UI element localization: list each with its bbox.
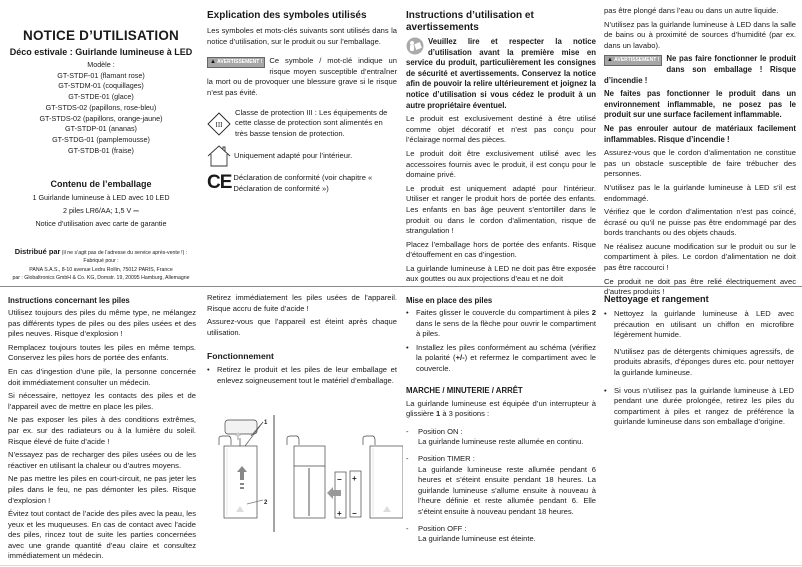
instruction-paragraph: Le produit est exclusivement destiné à être utilisé comme objet décoratif et n’est pas conçu pour l’éclairage normal des pièces.	[406, 114, 596, 145]
instructions-heading: Instructions d’utilisation et avertissements	[406, 10, 534, 33]
operation-bullet	[207, 365, 397, 386]
battery-paragraph: Utilisez toujours des piles du même type, ne mélangez pas différents types de piles ou des piles usées et des piles neuves. Risque d’explosion !	[8, 308, 196, 339]
warning-badge	[604, 55, 662, 66]
bullet-dot: •	[604, 385, 607, 395]
model-item: GT-STDM-01 (coquillages)	[58, 81, 144, 91]
plus-sign: +	[337, 509, 342, 518]
battery-paragraph: Assurez-vous que l’appareil est éteint après chaque utilisation.	[207, 317, 397, 337]
position-text: La guirlande lumineuse reste allumée pendant 6 heures et s’éteint ensuite pendant 18 heures. La guirlande lumineuse s’allume ensuite à nouveau à l’heure définie et reste allumée pendant 6. Elle s’éteint ensuite à nouveau pendant 18 heures.	[418, 464, 596, 516]
label-1: 1	[264, 420, 268, 426]
bullet-dot: •	[406, 342, 409, 352]
install-bullet	[406, 308, 596, 340]
position-label: Position TIMER :	[418, 453, 475, 463]
package-contents-heading: Contenu de l’emballage	[50, 179, 152, 190]
bullet-text: Nettoyez la guirlande lumineuse à LED avec précaution en utilisant un chiffon en microfibre légèrement humide.	[614, 309, 794, 340]
instructions-continued	[604, 6, 796, 301]
switch-position-on: - Position ON : La guirlande lumineuse reste allumée en continu.	[406, 427, 596, 448]
bullet-dot: •	[604, 309, 607, 318]
instructions-section	[406, 10, 596, 288]
model-list	[6, 71, 196, 157]
ce-mark-icon: CE	[207, 172, 232, 194]
distributor-label: Distribué par	[14, 247, 61, 257]
model-item: GT-STDG-01 (pamplemousse)	[52, 134, 150, 144]
instruction-paragraph: Le produit doit être exclusivement utilisé avec les accessoires fournis avec le produit, il est conçu pour le domaine privé.	[406, 148, 596, 180]
battery-paragraph: En cas d’ingestion d’une pile, la personne concernée doit immédiatement consulter un médecin.	[8, 366, 196, 387]
fire-warning-paragraph	[604, 54, 796, 86]
distributor-note: (il ne s’agit pas de l’adresse du service après-vente !) :	[60, 250, 188, 257]
model-item: GT-STDS-02 (papillons, rose-bleu)	[45, 102, 157, 112]
minus-sign: −	[352, 509, 357, 518]
battery-install-heading: Mise en place des piles	[406, 296, 493, 305]
battery-install-section	[406, 295, 596, 551]
fire-warning-text: Ne pas faire fonctionner le produit dans son emballage ! Risque d’incendie !	[604, 54, 796, 85]
bullet-text: Retirez le produit et les piles de leur emballage et enlevez soigneusement tout le matériel d’emballage.	[217, 365, 397, 385]
model-item: GT-STDP-01 (ananas)	[65, 124, 137, 134]
instruction-paragraph: Assurez-vous que le cordon d’alimentation ne constitue pas un obstacle susceptible de faire trébucher des personnes.	[604, 148, 796, 179]
battery-paragraph: Remplacez toujours toutes les piles en même temps. Conservez les piles hors de portée des enfants.	[8, 342, 196, 363]
instruction-paragraph: Placez l’emballage hors de portée des enfants. Risque d’étouffement en cas d’ingestion.	[406, 239, 596, 260]
warning-triangle-icon: ▲	[607, 57, 613, 64]
battery-instructions-section	[8, 295, 196, 565]
instruction-paragraph: La guirlande lumineuse à LED ne doit pas être exposée aux gouttes ou aux projections d’eau et ne doit	[406, 263, 596, 284]
battery-compartment-diagram	[207, 410, 403, 535]
read-notice-text: Veuillez lire et respecter la notice d’utilisation avant la première mise en service du produit, particulièrement les consignes de sécurité et avertissements. Conservez la notice afin de pouvoir la relire ultérieurement et joignez la notice d’utilisation si vous cédez le produit à un autre propriétaire éventuel.	[406, 37, 596, 110]
warning-triangle-icon: ▲	[210, 59, 216, 66]
label-2: 2	[264, 500, 268, 506]
instruction-paragraph: N’utilisez pas le la guirlande lumineuse à LED s’il est endommagé.	[604, 182, 796, 203]
model-item: GT-STDB-01 (fraise)	[68, 145, 134, 155]
bullet-text: Faites glisser le couvercle du compartiment à piles 2 dans le sens de la flèche pour ouvrir le compartiment à piles.	[416, 308, 596, 339]
instruction-paragraph: N’utilisez pas la guirlande lumineuse à LED dans la salle de bains ou à proximité de sources d’humidité (par ex. dans un lavabo).	[604, 19, 796, 50]
battery-paragraph: Ne pas exposer les piles à des conditions extrêmes, par ex. sur des radiateurs ou à la lumière du soleil. Risque élevé de fuite d’acide !	[8, 415, 196, 446]
instruction-paragraph: Ce produit ne doit pas être relié électriquement avec d’autres produits !	[604, 276, 796, 297]
distributor-block	[6, 248, 196, 282]
cleaning-bullet	[604, 386, 794, 428]
bullet-text: Si vous n’utilisez pas la guirlande lumineuse à LED pendant une durée prolongée, retirez les piles du compartiment à piles et rangez de préférence la guirlande lumineuse dans son emballage d’origine.	[614, 385, 794, 427]
warning-text: Ce symbole / mot-clé indique un risque moyen susceptible d’entraîner la mort ou de provoquer une blessure grave si le risque n’est pas évité.	[207, 56, 397, 97]
ce-row	[207, 173, 397, 194]
svg-text:III: III	[215, 120, 223, 129]
install-bullet	[406, 343, 596, 375]
slide-arrow-icon	[237, 466, 247, 480]
page-bottom-edge	[0, 565, 802, 566]
symbols-intro: Les symboles et mots-clés suivants sont utilisés dans la notice d’utilisation, sur le produit ou sur l’emballage.	[207, 26, 397, 46]
package-item: Notice d’utilisation avec carte de garantie	[35, 218, 167, 228]
house-indoor-icon	[207, 145, 231, 167]
symbols-heading: Explication des symboles utilisés	[207, 10, 367, 21]
operation-section	[207, 293, 397, 390]
switch-position-timer: - Position TIMER : La guirlande lumineuse reste allumée pendant 6 heures et s’éteint ensuite pendant 18 heures. La guirlande lumineuse s’allume ensuite à nouveau à l’heure définie et reste allumée pendant 6. Elle s’éteint ensuite à nouveau pendant 18 heures.	[406, 453, 596, 516]
switch-position-off: - Position OFF : La guirlande lumineuse est éteinte.	[406, 524, 596, 545]
section-divider	[0, 286, 802, 287]
symbols-section	[207, 10, 397, 201]
title-block	[6, 28, 196, 282]
model-item: GT-STDE-01 (glace)	[68, 92, 134, 102]
battery-instructions-heading: Instructions concernant les piles	[8, 296, 130, 305]
distributor-address-1: PANA S.A.S., 8-10 avenue Ledru Rollin, 75012 PARIS, France	[29, 266, 173, 273]
battery-paragraph: Évitez tout contact de l’acide des piles avec la peau, les yeux et les muqueuses. En cas de contact avec l’acide des piles, rincez tout de suite les parties concernées avec une grande quantité d’eau claire et consultez immédiatement un médecin.	[8, 509, 196, 561]
switch-heading: MARCHE / MINUTERIE / ARRÊT	[406, 385, 523, 395]
instruction-paragraph: pas être plongé dans l’eau ou dans un autre liquide.	[604, 6, 779, 15]
cleaning-heading: Nettoyage et rangement	[604, 294, 709, 304]
made-for: Fabriqué pour :	[83, 258, 119, 265]
operation-heading: Fonctionnement	[207, 351, 274, 362]
bold-warning: Ne faites pas fonctionner le produit dans un environnement inflammable, ne posez pas le produit sur une surface facilement inflammable.	[604, 89, 796, 120]
instruction-paragraph: Vérifiez que le cordon d’alimentation n’est pas coincé, écrasé ou qu’il ne puisse pas être endommagé par des bords tranchants ou des objets chauds.	[604, 207, 796, 238]
bullet-text: Installez les piles conformément au schéma (vérifiez la polarité (+/-) et refermez le compartiment avec le couvercle.	[416, 342, 596, 373]
read-notice-paragraph	[406, 37, 596, 111]
position-text: La guirlande lumineuse est éteinte.	[418, 534, 536, 544]
switch-detail-callout	[225, 420, 257, 434]
bullet-dot: •	[406, 308, 409, 317]
read-manual-icon	[406, 37, 424, 55]
bullet-dot: •	[207, 365, 210, 375]
battery-paragraph: Si nécessaire, nettoyez les contacts des piles et de l’appareil avec de mettre en place les piles.	[8, 391, 196, 411]
warning-badge-label: AVERTISSEMENT !	[614, 57, 660, 64]
battery-paragraph: N’essayez pas de recharger des piles usées ou de les réactiver en utilisant la chaleur ou d’autres moyens.	[8, 450, 196, 470]
product-subtitle: Déco estivale : Guirlande lumineuse à LED	[9, 47, 193, 57]
position-label: Position OFF :	[418, 523, 467, 533]
switch-intro: La guirlande lumineuse est équipée d’un interrupteur à glissière 1 à 3 positions :	[406, 398, 596, 419]
distributor-address-2: par : Globaltronics GmbH & Co. KG, Domstr. 19, 20095 Hamburg, Allemagne	[12, 274, 190, 281]
instruction-paragraph: Le produit est uniquement adapté pour l’intérieur. Utiliser et ranger le produit hors de portée des enfants. Les enfants en bas âge peuvent s’entortiller dans le produit ou dans le cordon d’alimentation, risque de strangulation !	[406, 183, 596, 236]
instruction-paragraph: Ne réalisez aucune modification sur le produit ou sur le compartiment à piles. Le cordon d’alimentation ne doit pas être raccourci !	[604, 241, 796, 273]
protection-class-text: Classe de protection III : Les équipements de cette classe de protection sont alimentés en très basse tension de protection.	[235, 107, 388, 138]
bold-warning: Ne pas enrouler autour de matériaux facilement inflammables. Risque d’incendie !	[604, 123, 796, 144]
bullet-note: N’utilisez pas de détergents chimiques agressifs, de produits abrasifs, d’éponges dures etc. pour nettoyer la guirlande lumineuse.	[614, 346, 794, 377]
position-text: La guirlande lumineuse reste allumée en continu.	[418, 437, 584, 447]
model-item: GT-STDS-02 (papillons, orange-jaune)	[39, 113, 163, 123]
model-item: GT-STDF-01 (flamant rose)	[57, 70, 145, 80]
ce-text: Déclaration de conformité (voir chapitre « Déclaration de conformité »)	[233, 173, 373, 193]
model-label: Modèle :	[87, 60, 115, 69]
position-label: Position ON :	[418, 426, 463, 436]
minus-sign: −	[337, 475, 342, 484]
insert-arrow-icon	[327, 487, 341, 499]
cleaning-bullet	[604, 309, 794, 383]
protection-class-row	[207, 108, 397, 140]
battery-paragraph: Ne pas mettre les piles en court-circuit, ne pas jeter les piles dans le feu, ne pas démonter les piles. Risque d’explosion !	[8, 474, 196, 505]
battery-paragraph: Retirez immédiatement les piles usées de l’appareil. Risque accru de fuite d’acide !	[207, 293, 397, 313]
warning-badge	[207, 57, 265, 68]
indoor-text: Uniquement adapté pour l’intérieur.	[234, 151, 353, 161]
package-item: 1 Guirlande lumineuse à LED avec 10 LED	[32, 193, 170, 203]
warning-symbol-explanation	[207, 56, 397, 98]
document-title: NOTICE D’UTILISATION	[23, 28, 179, 43]
package-item: 2 piles LR6/AA; 1,5 V ⎓	[62, 205, 140, 215]
cleaning-section	[604, 293, 794, 431]
protection-class-iii-icon	[207, 112, 231, 136]
indoor-row	[207, 145, 397, 167]
plus-sign: +	[352, 474, 357, 483]
warning-badge-label: AVERTISSEMENT !	[217, 59, 263, 66]
